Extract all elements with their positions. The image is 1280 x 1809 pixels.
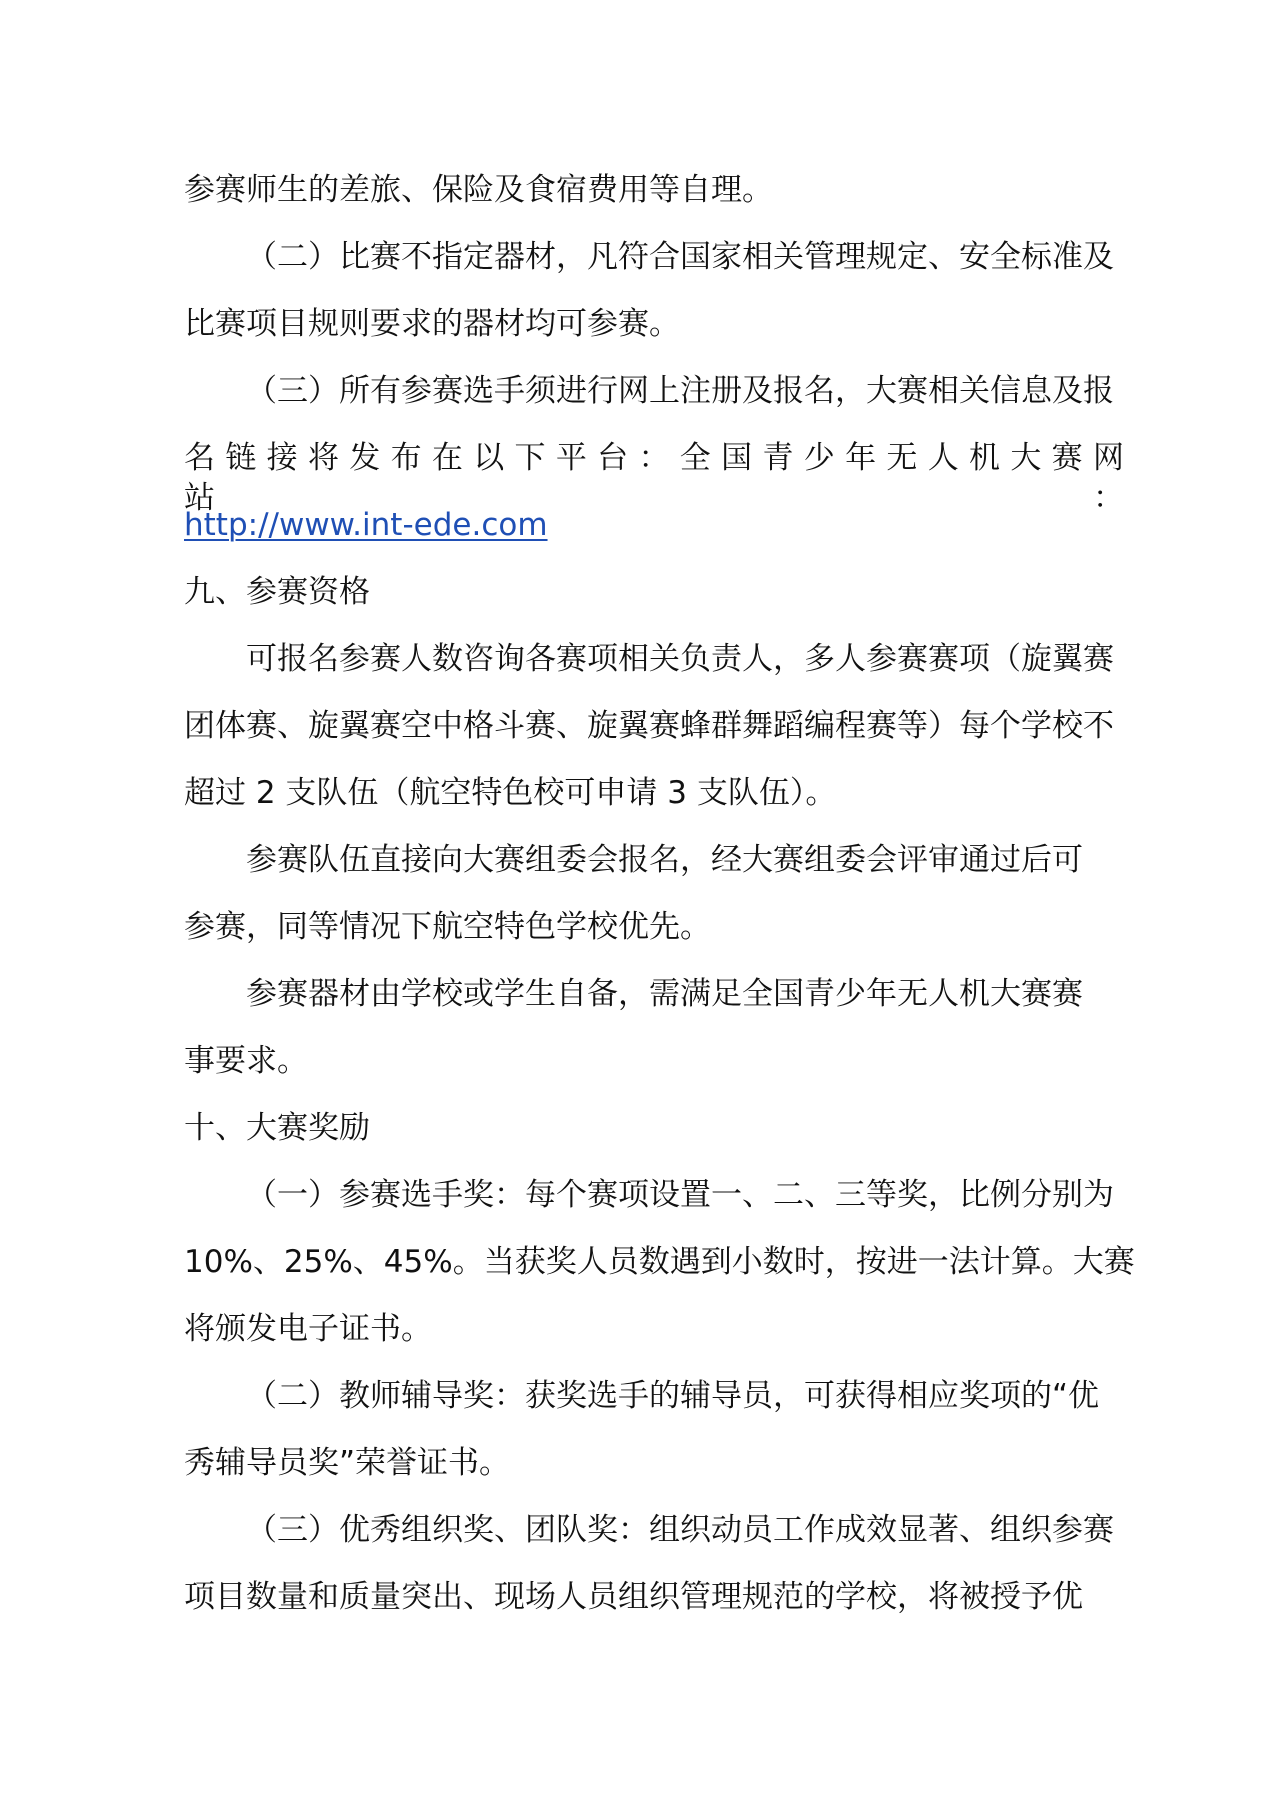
body-text-line: 10%、25%、45%。当获奖人员数遇到小数时，按进一法计算。大赛	[184, 1244, 1135, 1280]
body-text-line: 参赛师生的差旅、保险及食宿费用等自理。	[184, 172, 773, 208]
body-text-line: 秀辅导员奖”荣誉证书。	[184, 1445, 511, 1481]
body-text-line: 可报名参赛人数咨询各赛项相关负责人，多人参赛赛项（旋翼赛	[246, 641, 1114, 677]
body-text-line: 事要求。	[184, 1043, 308, 1079]
body-text-line: 团体赛、旋翼赛空中格斗赛、旋翼赛蜂群舞蹈编程赛等）每个学校不	[184, 708, 1114, 744]
body-text-line: 比赛项目规则要求的器材均可参赛。	[184, 306, 680, 342]
list-item-2: （二）比赛不指定器材，凡符合国家相关管理规定、安全标准及	[246, 239, 1114, 275]
website-link-text[interactable]: http://www.int-ede.com	[184, 507, 548, 543]
list-item-1: （一）参赛选手奖：每个赛项设置一、二、三等奖，比例分别为	[246, 1177, 1114, 1213]
body-text-line: 超过 2 支队伍（航空特色校可申请 3 支队伍）。	[184, 775, 837, 811]
body-text-line: 参赛队伍直接向大赛组委会报名，经大赛组委会评审通过后可	[246, 842, 1083, 878]
body-text-line: 参赛器材由学校或学生自备，需满足全国青少年无人机大赛赛	[246, 976, 1083, 1012]
list-item-3: （三）所有参赛选手须进行网上注册及报名，大赛相关信息及报	[246, 373, 1114, 409]
website-link[interactable]	[184, 505, 1124, 545]
section-heading-9: 九、参赛资格	[184, 574, 370, 610]
section-heading-10: 十、大赛奖励	[184, 1110, 370, 1146]
list-item-2: （二）教师辅导奖：获奖选手的辅导员，可获得相应奖项的“优	[246, 1378, 1100, 1414]
body-text-line: 将颁发电子证书。	[184, 1311, 432, 1347]
body-text-line: 项目数量和质量突出、现场人员组织管理规范的学校，将被授予优	[184, 1579, 1083, 1615]
body-text-line: 名 链 接 将 发 布 在 以 下 平 台 ： 全 国 青 少 年 无 人 机 大 赛 网 站 ：	[184, 440, 1124, 516]
list-item-3: （三）优秀组织奖、团队奖：组织动员工作成效显著、组织参赛	[246, 1512, 1114, 1548]
body-text-line: 参赛，同等情况下航空特色学校优先。	[184, 909, 711, 945]
